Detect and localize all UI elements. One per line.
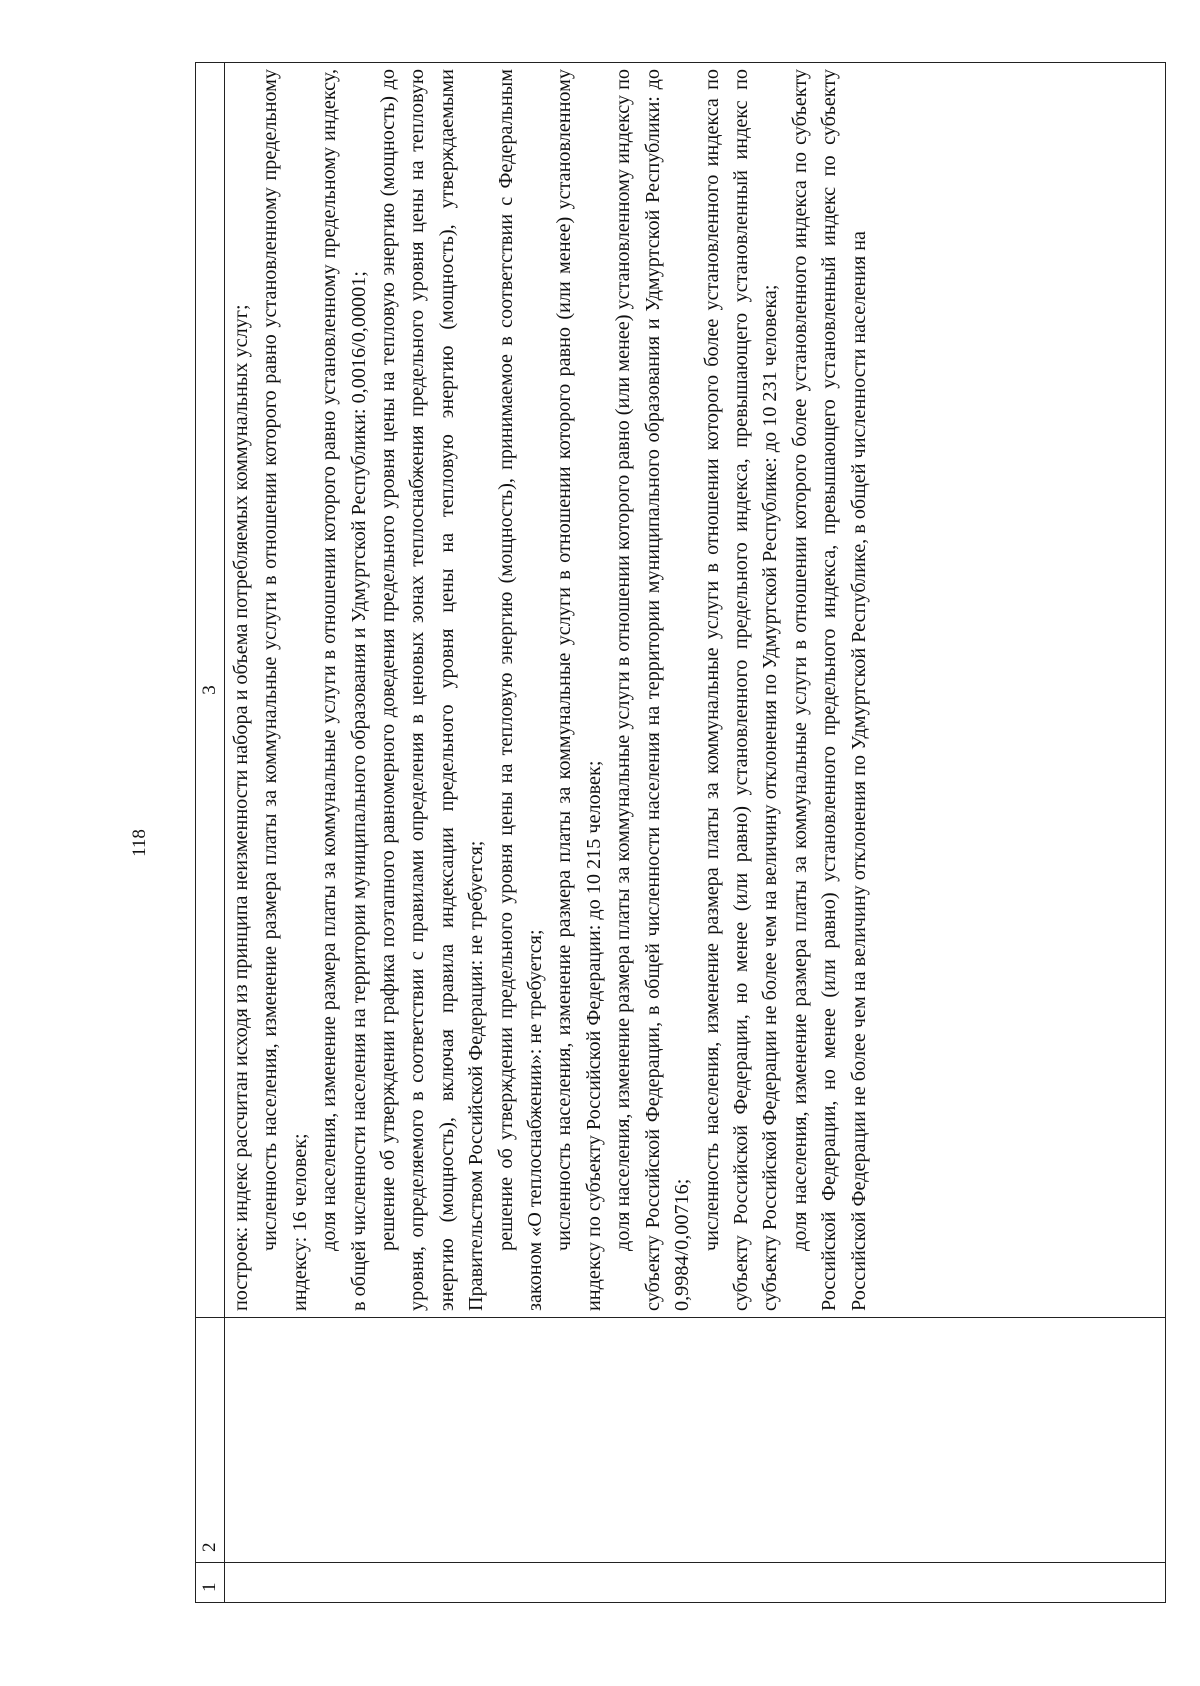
paragraph: решение об утверждении предельного уровня цены на тепловую энергию (мощность), принимаемое в соответствии с Федеральным законом «О теплоснабжении»: не требуется; xyxy=(494,69,547,1311)
cell-col-1 xyxy=(225,1563,1166,1603)
paragraph: доля населения, изменение размера платы за коммунальные услуги в отношении которого равно (или менее) установленному индексу по субъекту Российской Федерации, в общей численности населения на территории муниципального образования и Удмуртской Республики: до 0,9984/0,00716; xyxy=(612,69,694,1311)
cell-col-3 xyxy=(225,63,1166,1318)
table-row xyxy=(225,63,1166,1603)
paragraph: численность населения, изменение размера платы за коммунальные услуги в отношении которого равно (или менее) установленному индексу по субъекту Российской Федерации: до 10 215 человек; xyxy=(553,69,605,1311)
paragraph: численность населения, изменение размера платы за коммунальные услуги в отношении которого более установленного индекса по субъекту Российской Федерации, но менее (или равно) установленного предельного индекса, превышающего установленный индекс по субъекту Российской Федерации не более чем на величину отклонения по Удмуртской Республике: до 10 231 человека; xyxy=(700,69,782,1311)
page-number: 118 xyxy=(129,829,150,857)
cell-col-2 xyxy=(225,1318,1166,1563)
paragraph: решение об утверждении графика поэтапного равномерного доведения предельного уровня цены на тепловую энергию (мощность) до уровня, определяемого в соответствии с правилами определения в ценовых зонах теплоснабжения предельного уровня цены на тепловую энергию (мощность), включая правила индексации предельного уровня цены на тепловую энергию (мощность), утверждаемыми Правительством Российской Федерации: не требуется; xyxy=(377,69,488,1311)
column-header-1: 1 xyxy=(196,1563,225,1603)
rotated-page xyxy=(195,63,1165,1603)
cell-text xyxy=(225,63,874,1317)
paragraph: доля населения, изменение размера платы за коммунальные услуги в отношении которого более установленного индекса по субъекту Российской Федерации, но менее (или равно) установленного предельного индекса, превышающего установленный индекс по субъекту Российской Федерации не более чем на величину отклонения по Удмуртской Республике, в общей численности населения на xyxy=(788,69,870,1311)
column-header-2: 2 xyxy=(196,1318,225,1563)
paragraph: численность населения, изменение размера платы за коммунальные услуги в отношении которого равно установленному предельному индексу: 16 человек; xyxy=(259,69,311,1311)
document-table xyxy=(195,62,1166,1603)
column-header-3: 3 xyxy=(196,63,225,1318)
paragraph: доля населения, изменение размера платы за коммунальные услуги в отношении которого равно установленному предельному индексу, в общей численности населения на территории муниципального образования и Удмуртской Республики: 0,0016/0,00001; xyxy=(318,69,370,1311)
paragraph: построек: индекс рассчитан исходя из принципа неизменности набора и объема потребляемых коммунальных услуг; xyxy=(230,304,252,1311)
table-header-row xyxy=(196,63,225,1603)
